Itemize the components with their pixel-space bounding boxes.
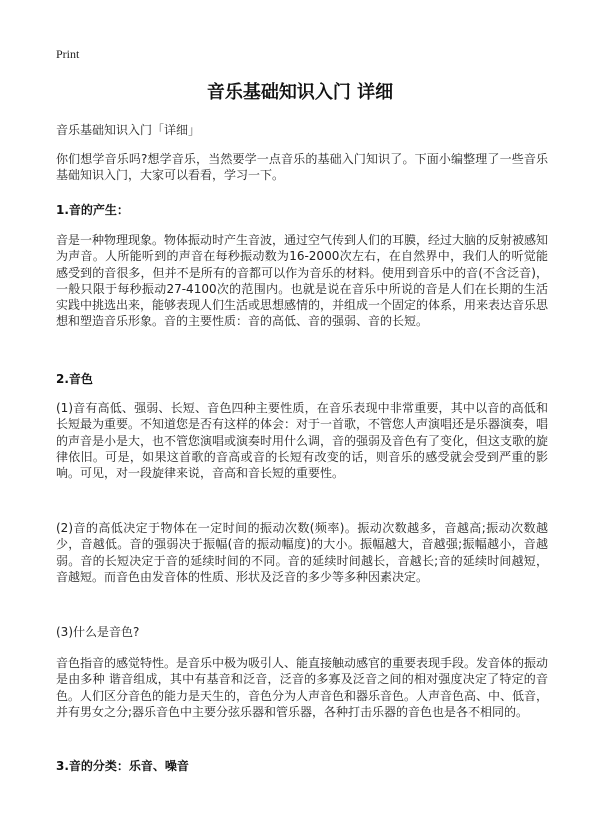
section-heading-sound-production: 1.音的产生： bbox=[56, 203, 129, 217]
section-paragraph: (2)音的高低决定于物体在一定时间的振动次数(频率)。振动次数越多，音越高;振动次数越少，音越低。音的强弱决于振幅(音的振动幅度)的大小。振幅越大，音越强;振幅越小，音越弱。音的长短决定于音的延续时间的不同。音的延续时间越长，音越长;音的延续时间越短，音越短。而音色由发音体的性质、形状及泛音的多少等多种因素决定。 bbox=[56, 521, 548, 584]
section-heading-timbre: 2.音色 bbox=[56, 372, 93, 386]
page-title: 音乐基础知识入门 详细 bbox=[206, 82, 394, 103]
section-paragraph: 音是一种物理现象。物体振动时产生音波，通过空气传到人们的耳膜，经过大脑的反射被感知为声音。人所能听到的声音在每秒振动数为16-2000次左右，在自然界中，我们人的听觉能感受到的音很多，但并不是所有的音都可以作为音乐的材料。使用到音乐中的音(不含泛音)，一般只限于每秒振动27-4100次的范围内。也就是说在音乐中所说的音是人们在长期的生活实践中挑选出来，能够表现人们生活或思想感情的，并组成一个固定的体系，用来表达音乐思想和塑造音乐形象。音的主要性质：音的高低、音的强弱、音的长短。 bbox=[56, 233, 549, 329]
section-paragraph: 音色指音的感觉特性。是音乐中极为吸引人、能直接触动感官的重要表现手段。发音体的振动是由多种 谐音组成，其中有基音和泛音，泛音的多寡及泛音之间的相对强度决定了特定的音色。人们区分音色的能力是天生的，音色分为人声音色和器乐音色。人声音色高、中、低音，并有男女之分;器乐音色中主要分弦乐器和管乐器，各种打击乐器的音色也是各不相同的。 bbox=[56, 656, 549, 719]
intro-paragraph: 你们想学音乐吗?想学音乐，当然要学一点音乐的基础入门知识了。下面小编整理了一些音乐基础知识入门，大家可以看看，学习一下。 bbox=[56, 152, 548, 183]
section-heading-sound-classification: 3.音的分类：乐音、噪音 bbox=[56, 759, 189, 773]
section-paragraph: (1)音有高低、强弱、长短、音色四种主要性质，在音乐表现中非常重要，其中以音的高低和长短最为重要。不知道您是否有这样的体会：对于一首歌，不管您人声演唱还是乐器演奏，唱的声音是小是大，也不管您演唱或演奏时用什么调，音的强弱及音色有了变化，但这支歌的旋律依旧。可是，如果这首歌的音高或音的长短有改变的话，则音乐的感受就会受到严重的影响。可见，对一段旋律来说，音高和音长短的重要性。 bbox=[56, 401, 549, 481]
print-link[interactable]: Print bbox=[56, 47, 80, 61]
section-paragraph: (3)什么是音色? bbox=[56, 625, 140, 639]
page-subtitle: 音乐基础知识入门「详细」 bbox=[56, 123, 201, 137]
